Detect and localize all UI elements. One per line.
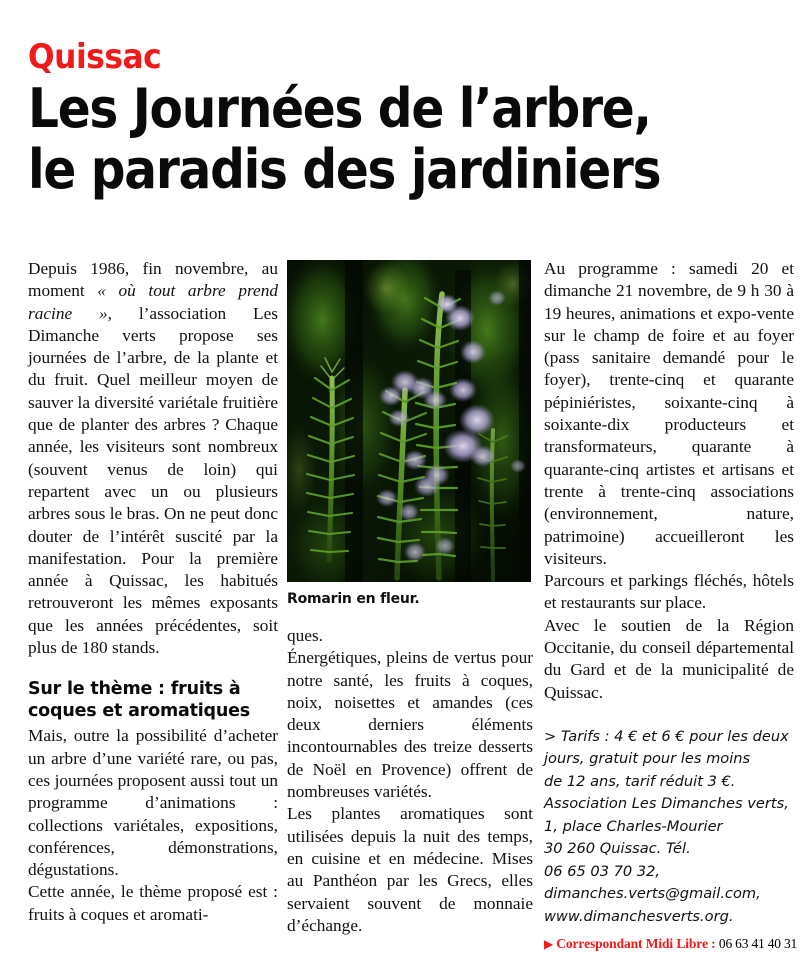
col2-paragraph-2: Énergétiques, pleins de vertus pour notre santé, les fruits à coques, noix, noisettes et amandes (ces deux derniers éléments incontournables des treize desserts de Noël en Provence) offrent de nombreuses variétés. (287, 648, 533, 802)
col1-p1-part-a: Depuis 1986, fin novembre, au moment (28, 259, 278, 301)
triangle-right-icon: ▶ (544, 937, 554, 952)
article-kicker: Quissac (28, 37, 162, 77)
col1-paragraph-2: Mais, outre la possibilité d’acheter un arbre d’une variété rare, ou pas, ces journées proposent aussi tout un programme d’animations : collections variétales, expositions, conférences, démonstrations, dégustations. (28, 726, 278, 880)
col2-paragraph-3: Les plantes aromatiques sont utilisées depuis la nuit des temps, en cuisine et en médecine. Mises au Panthéon par les Grecs, elles servaient souvent de monnaie d’échange. (287, 804, 533, 935)
info-line-website[interactable]: www.dimanchesverts.org. (544, 907, 734, 925)
page-title (28, 78, 705, 200)
article-column-2-text (287, 625, 533, 937)
info-line: 30 260 Quissac. Tél. (544, 840, 691, 858)
col2-paragraph-1: ques. (287, 626, 323, 645)
col1-p1-quote: « où tout arbre prend racine » (28, 281, 278, 323)
article-column-1 (28, 258, 278, 948)
credit-phone: 06 63 41 40 31 (718, 936, 798, 952)
headline-line-2: le paradis des jardiniers (28, 138, 661, 201)
col1-subheading: Sur le thème : fruits à coques et aromatiques (28, 679, 251, 721)
col1-paragraph-1 (28, 258, 278, 659)
photo-caption: Romarin en fleur. (287, 591, 420, 607)
practical-info-block (544, 726, 794, 929)
col3-paragraph-3: Avec le soutien de la Région Occitanie, du conseil départemental du Gard et de la municipalité de Quissac. (544, 615, 794, 702)
info-line: > Tarifs : 4 € et 6 € pour les deux (544, 727, 789, 745)
col3-paragraph-1: Au programme : samedi 20 et dimanche 21 novembre, de 9 h 30 à 19 heures, animations et expo-vente sur le champ de foire et au foyer (pass sanitaire demandé pour le foyer), trente-cinq et quarante pépiniéristes, soixante-cinq à soixante-dix producteurs et transformateurs, quarante à quarante-cinq artistes et artisans et trente à trente-cinq associations (environnement, nature, patrimoine) accueilleront les visiteurs. (544, 259, 794, 568)
info-line-phone: 06 65 03 70 32, (544, 862, 661, 880)
info-line: de 12 ans, tarif réduit 3 €. (544, 772, 736, 790)
info-line: Association Les Dimanches verts, (544, 795, 789, 813)
headline-line-1: Les Journées de l’arbre, (28, 77, 651, 140)
info-line-email[interactable]: dimanches.verts@gmail.com, (544, 885, 761, 903)
col3-paragraph-2: Parcours et parkings fléchés, hôtels et restaurants sur place. (544, 571, 794, 613)
info-line: 1, place Charles-Mourier (544, 817, 723, 835)
info-line: jours, gratuit pour les moins (544, 750, 751, 768)
article-column-3 (544, 258, 798, 952)
col1-p1-part-b: , l’association Les Dimanche verts propose ses journées de l’arbre, de la plante et du fruit. Quel meilleur moyen de sauver la diversité variétale fruitière que de planter des arbres ? Chaque année, les visiteurs sont nombreux (souvent venus de loin) qui repartent avec un ou plusieurs arbres sous le bras. On ne peut donc douter de l’intérêt suscité par la manifestation. Pour la première année à Quissac, les habitués retrouveront les mêmes exposants que les années précédentes, soit plus de 180 stands. (28, 303, 278, 658)
correspondent-credit (544, 935, 798, 953)
credit-label: Correspondant Midi Libre : (556, 936, 716, 952)
col1-paragraph-3: Cette année, le thème proposé est : fruits à coques et aromati- (28, 882, 278, 924)
article-masthead (28, 38, 780, 200)
